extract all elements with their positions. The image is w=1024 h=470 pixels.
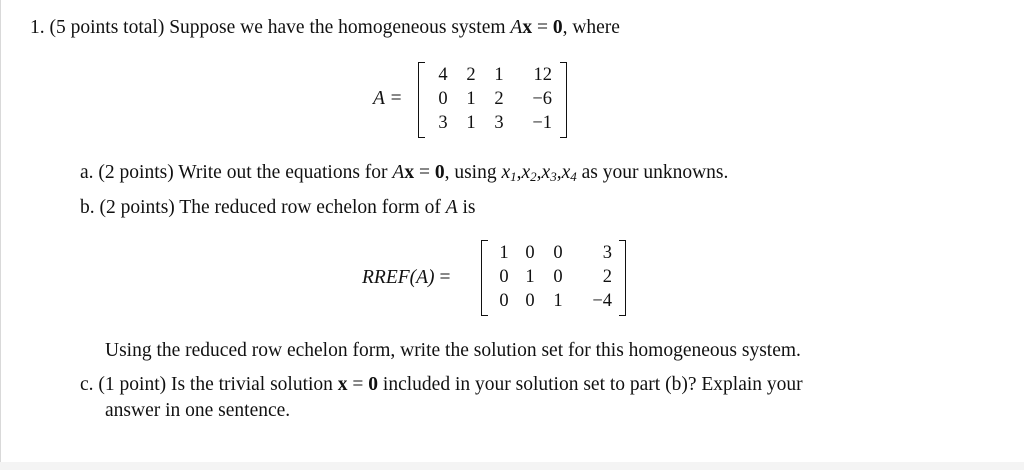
- part-c: [80, 373, 803, 397]
- part-b-followup: Using the reduced row echelon form, write the solution set for this homogeneous system.: [105, 340, 801, 361]
- matrix-rref-cell: 1: [499, 243, 509, 263]
- part-b: [80, 196, 476, 220]
- matrix-a-cell: 2: [466, 65, 476, 85]
- matrix-rref-cell: 0: [525, 291, 535, 311]
- matrix-rref-cell: 3: [602, 243, 612, 263]
- part-b-text: is: [457, 197, 476, 218]
- matrix-a-cell: 1: [466, 89, 476, 109]
- var-x-bold: x: [337, 374, 348, 395]
- matrix-a-cell: 1: [494, 65, 504, 85]
- part-a-marker: a.: [80, 162, 94, 183]
- matrix-rref-left-bracket: [481, 240, 488, 316]
- part-a-text: , using: [444, 162, 502, 183]
- zero-vector: 0: [434, 162, 445, 183]
- matrix-a-cell: 1: [466, 113, 476, 133]
- part-c-line2: answer in one sentence.: [105, 400, 291, 421]
- unknown-var: $x_2$: [521, 162, 537, 184]
- problem-intro: (5 points total) Suppose we have the homogeneous system: [49, 17, 511, 38]
- equals-sign: =: [414, 162, 435, 183]
- problem-intro-end: , where: [562, 17, 620, 38]
- matrix-a-cell: 4: [438, 65, 448, 85]
- matrix-rref-cell: 0: [553, 267, 563, 287]
- part-b-marker: b.: [80, 197, 95, 218]
- matrix-rref-label: RREF(A) =: [362, 267, 451, 288]
- part-c-text: included in your solution set to part (b)? Explain your: [378, 374, 803, 395]
- matrix-rref-cell: 1: [525, 267, 535, 287]
- page-left-edge: [0, 0, 1, 470]
- problem-statement: [30, 16, 620, 40]
- matrix-a-cell: −6: [532, 89, 552, 109]
- page-bottom-edge: [0, 462, 1024, 470]
- matrix-rref-cell: 2: [602, 267, 612, 287]
- var-A: A: [510, 17, 523, 38]
- equals-sign: =: [347, 374, 369, 395]
- part-a-text: (2 points) Write out the equations for: [98, 162, 393, 183]
- matrix-rref-cell: 1: [553, 291, 563, 311]
- part-a: a. (2 points) Write out the equations for Ax = 0, using $x_1,x_2,x_3,x_4$ as your unknowns.: [80, 162, 729, 184]
- unknown-var: $x_4$: [561, 162, 577, 184]
- zero-vector: 0: [552, 17, 563, 38]
- matrix-a-left-bracket: [418, 62, 425, 138]
- var-x-bold: x: [404, 162, 415, 183]
- matrix-rref-cell: 0: [525, 243, 535, 263]
- matrix-a-right-bracket: [560, 62, 567, 138]
- matrix-a-cell: 12: [533, 65, 552, 85]
- var-A: A: [445, 197, 458, 218]
- matrix-rref-cell: 0: [553, 243, 563, 263]
- matrix-rref-right-bracket: [619, 240, 626, 316]
- matrix-rref-cell: 0: [499, 267, 509, 287]
- part-c-text: (1 point) Is the trivial solution: [98, 374, 338, 395]
- unknown-var: $x_3$: [541, 162, 557, 184]
- matrix-a-cell: 3: [438, 113, 448, 133]
- var-x-bold: x: [522, 17, 533, 38]
- matrix-a-cell: 2: [494, 89, 504, 109]
- matrix-a-cell: 0: [438, 89, 448, 109]
- part-c-marker: c.: [80, 374, 94, 395]
- problem-number: 1.: [30, 17, 45, 38]
- var-A: A: [392, 162, 405, 183]
- matrix-a-cell: −1: [532, 113, 552, 133]
- unknown-var: $x_1$: [501, 162, 517, 184]
- matrix-a-cell: 3: [494, 113, 504, 133]
- part-b-text: (2 points) The reduced row echelon form of: [99, 197, 446, 218]
- matrix-rref-cell: 0: [499, 291, 509, 311]
- matrix-a-label: A =: [373, 88, 403, 109]
- matrix-rref-cell: −4: [592, 291, 612, 311]
- part-a-text: as your unknowns.: [576, 162, 729, 183]
- zero-vector: 0: [368, 374, 379, 395]
- equals-sign: =: [532, 17, 553, 38]
